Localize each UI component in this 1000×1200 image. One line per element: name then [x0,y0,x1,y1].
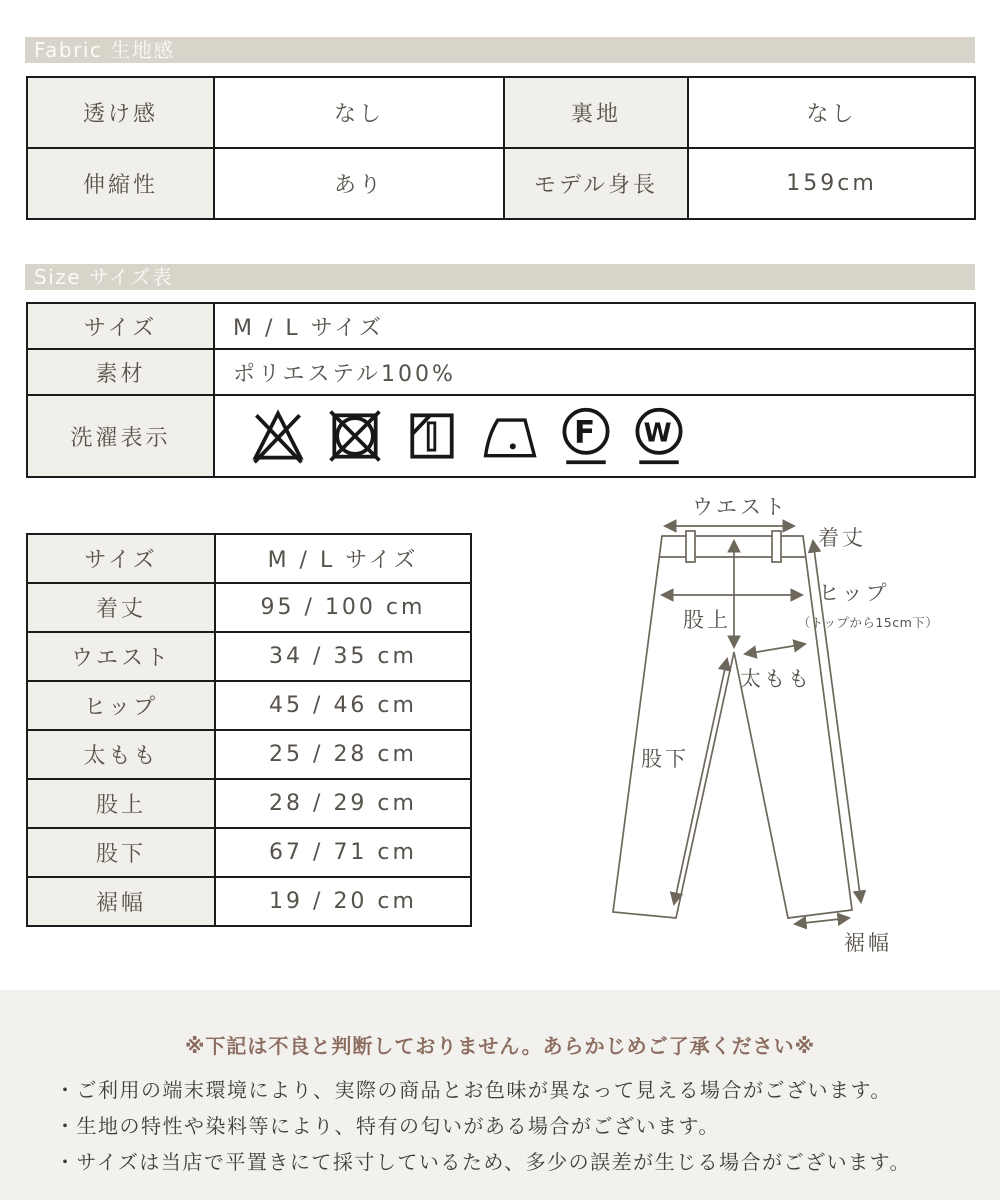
disclaimer-heading: ※下記は不良と判断しておりません。あらかじめご了承ください※ [184,1034,816,1058]
fabric-table [26,76,976,220]
meas-rise-value: 28 / 29 cm [215,779,471,828]
meas-inseam-value: 67 / 71 cm [215,828,471,877]
table-row [27,148,975,219]
table-row [27,681,471,730]
belt-loop [686,531,695,562]
size-value: M / L サイズ [214,303,975,349]
svg-text:W: W [643,417,675,448]
fabric-section-header: Fabric 生地感 [25,37,975,63]
material-value: ポリエステル100% [214,349,975,395]
belt-loop [772,531,781,562]
hip-note-label: （トップから15cm下） [797,615,939,630]
meas-length-label: 着丈 [27,583,215,632]
table-row [27,779,471,828]
do-not-tumble-dry-icon [326,405,384,467]
wet-clean-gentle-icon [632,405,686,467]
table-row [27,877,471,926]
meas-hem-value: 19 / 20 cm [215,877,471,926]
hem-width-arrow [795,918,849,924]
table-row [27,583,471,632]
thigh-arrow [745,644,805,654]
meas-thigh-value: 25 / 28 cm [215,730,471,779]
measurement-table [26,533,472,927]
fabric-lining-label: 裏地 [504,77,688,148]
fabric-stretch-value: あり [214,148,504,219]
fabric-lining-value: なし [688,77,975,148]
meas-waist-value: 34 / 35 cm [215,632,471,681]
disclaimer-item: ・生地の特性や染料等により、特有の匂いがある場合がございます。 [55,1114,720,1138]
length-label: 着丈 [818,526,866,550]
fabric-model-height-label: モデル身長 [504,148,688,219]
size-section-header: Size サイズ表 [25,264,975,290]
meas-hip-label: ヒップ [27,681,215,730]
table-row [27,303,975,349]
fabric-stretch-label: 伸縮性 [27,148,214,219]
meas-hem-label: 裾幅 [27,877,215,926]
table-row [27,632,471,681]
care-symbols-strip [233,405,973,467]
dry-clean-petroleum-gentle-icon [559,405,613,467]
hem-width-label: 裾幅 [844,931,892,955]
table-row [27,349,975,395]
care-symbols-label: 洗濯表示 [27,395,214,477]
size-info-table [26,302,976,478]
table-row [27,77,975,148]
care-symbols-cell [214,395,975,477]
table-row [27,730,471,779]
disclaimer-item: ・サイズは当店で平置きにて採寸しているため、多少の誤差が生じる場合がございます。 [55,1150,911,1174]
disclaimer-item: ・ご利用の端末環境により、実際の商品とお色味が異なって見える場合がございます。 [55,1078,892,1102]
disclaimer-list [55,1072,975,1180]
thigh-label: 太もも [740,667,812,691]
material-label: 素材 [27,349,214,395]
pants-measurement-diagram [580,490,960,960]
fabric-model-height-value: 159cm [688,148,975,219]
table-row [27,395,975,477]
meas-size-label: サイズ [27,534,215,583]
waist-label: ウエスト [692,495,788,519]
iron-low-heat-icon [480,405,540,467]
svg-text:F: F [574,414,598,451]
meas-inseam-label: 股下 [27,828,215,877]
meas-length-value: 95 / 100 cm [215,583,471,632]
pants-outline [613,536,852,918]
inseam-arrow [674,659,727,904]
meas-rise-label: 股上 [27,779,215,828]
meas-waist-label: ウエスト [27,632,215,681]
meas-hip-value: 45 / 46 cm [215,681,471,730]
fabric-sheerness-label: 透け感 [27,77,214,148]
table-row [27,534,471,583]
rise-label: 股上 [683,608,731,632]
meas-size-value: M / L サイズ [215,534,471,583]
table-row [27,828,471,877]
meas-thigh-label: 太もも [27,730,215,779]
inseam-label: 股下 [641,747,689,771]
hip-label: ヒップ [818,581,890,605]
fabric-sheerness-value: なし [214,77,504,148]
line-dry-in-shade-icon [403,405,461,467]
no-bleach-icon [249,405,307,467]
size-label: サイズ [27,303,214,349]
